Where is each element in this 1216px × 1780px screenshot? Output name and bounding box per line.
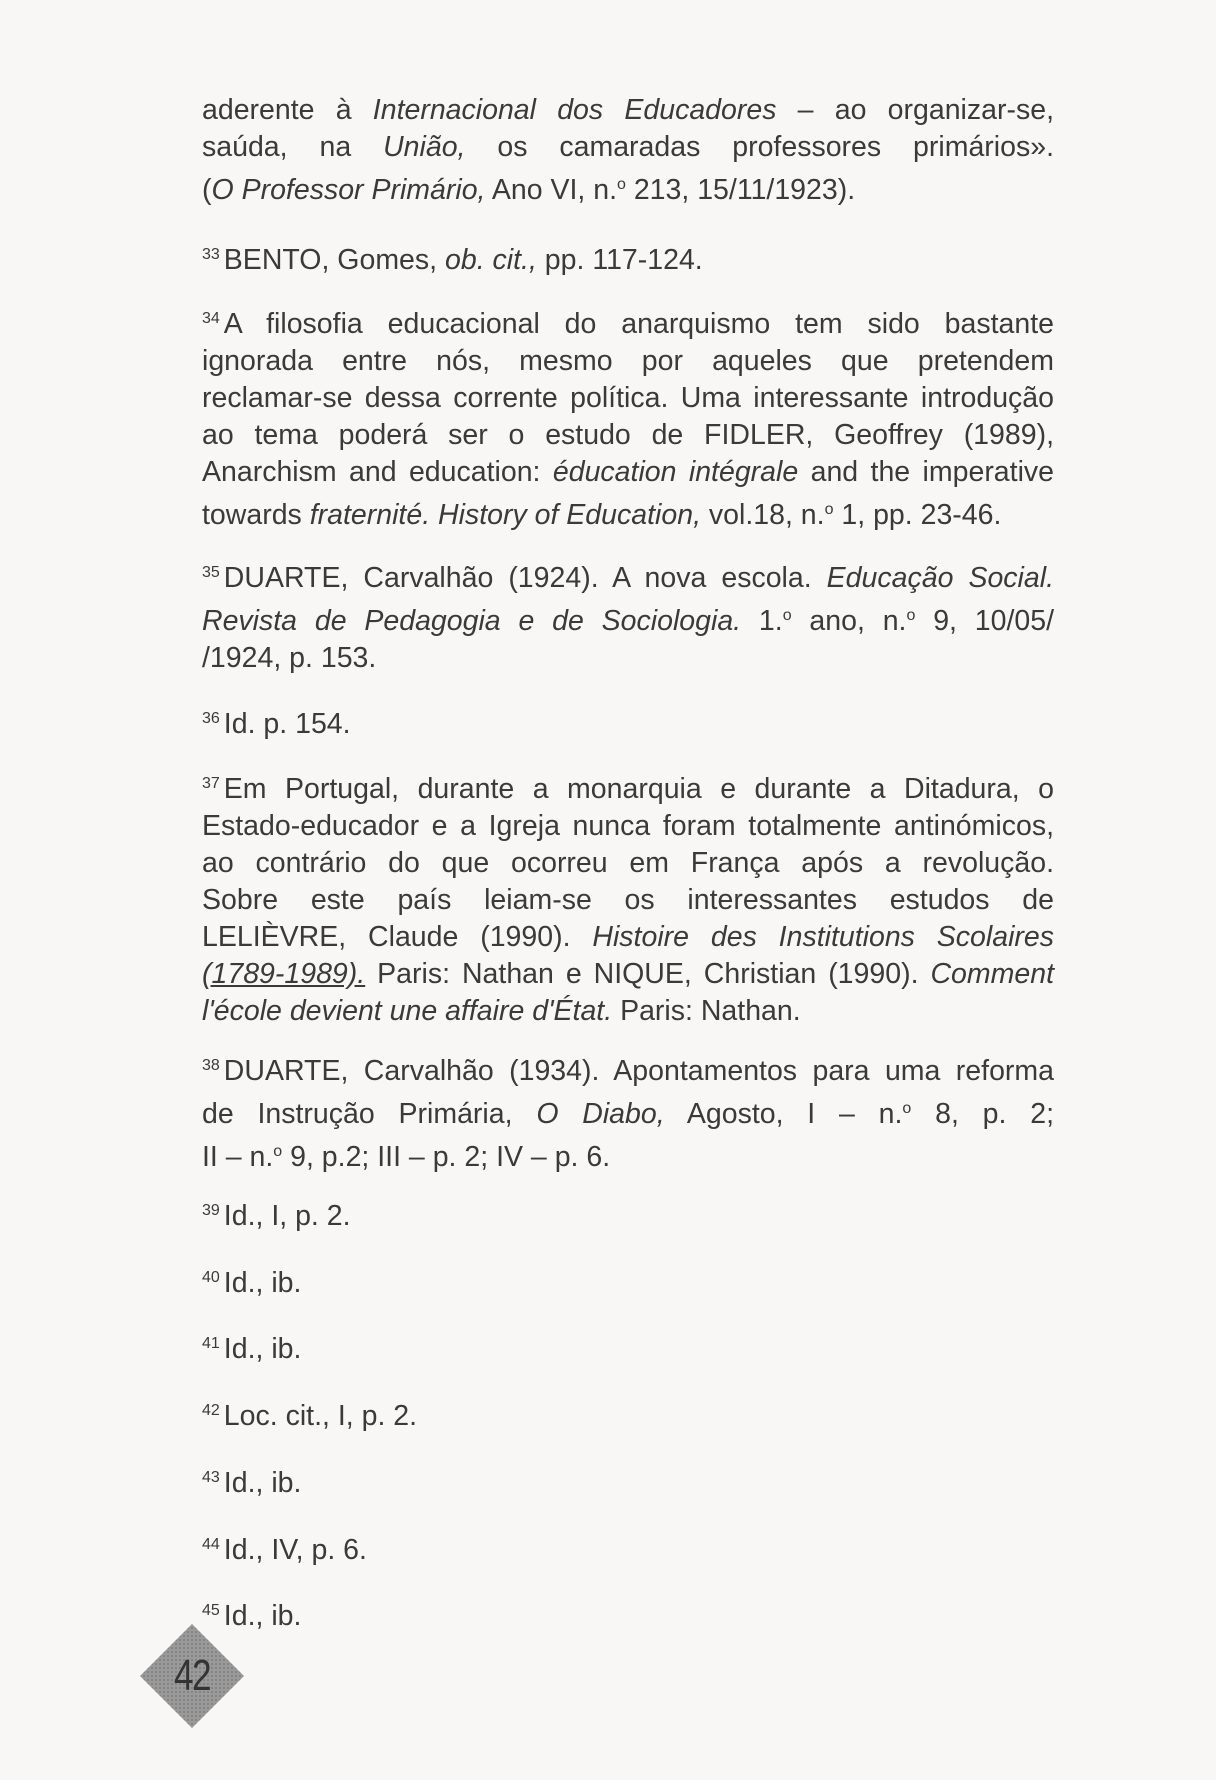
footnote-number: 37: [202, 775, 220, 792]
footnote-38: $^{38}$ DUARTE, Carvalhão (1934). Apontamentos para uma reforma de Instrução Primária, O Diabo, Agosto, I – n.$^o$ 8, p. 2; II – n.$^o$ 9, p.2; III – p. 2; IV – p. 6.: [202, 1055, 1054, 1173]
page-number: 42: [174, 1651, 210, 1700]
footnote-39: $^{39}$ Id., I, p. 2.: [202, 1200, 351, 1232]
footnote-number: 34: [202, 310, 220, 327]
footnote-number: 38: [202, 1057, 220, 1074]
footnote-45: $^{45}$ Id., ib.: [202, 1600, 302, 1632]
footnote-41: $^{41}$ Id., ib.: [202, 1333, 302, 1365]
footnote-number: 33: [202, 246, 220, 263]
footnote-37: $^{37}$ Em Portugal, durante a monarquia e durante a Ditadura, o Estado-educador e a Igreja nunca foram totalmente antinómicos, ao contrário do que ocorreu em França após a revolução. Sobre este país leiam-se os interessantes estudos de LELIÈVRE, Claude (1990). Histoire des Institutions Scolaires (1789-1989). Paris: Nathan e NIQUE, Christian (1990). Comment l'école devient une affaire d'État. Paris: Nathan.: [202, 773, 1055, 1027]
footnote-number: 42: [202, 1402, 220, 1419]
footnote-number: 44: [202, 1536, 220, 1553]
footnote-35: $^{35}$ DUARTE, Carvalhão (1924). A nova escola. Educação Social. Revista de Pedagogia e de Sociologia. 1.$^o$ ano, n.$^o$ 9, 10/05/ /1924, p. 153.: [202, 562, 1055, 674]
footnote-continuation: aderente à Internacional dos Educadores – ao organizar-se, saúda, na União, os camaradas professores primários». (O Professor Primário, Ano VI, n.$^o$ 213, 15/11/1923).: [202, 94, 1054, 206]
footnote-number: 40: [202, 1269, 220, 1286]
footnote-number: 35: [202, 564, 220, 581]
footnote-44: $^{44}$ Id., IV, p. 6.: [202, 1534, 367, 1566]
footnote-number: 45: [202, 1602, 220, 1619]
footnote-43: $^{43}$ Id., ib.: [202, 1467, 302, 1499]
footnote-40: $^{40}$ Id., ib.: [202, 1267, 302, 1299]
footnote-34: $^{34}$ A filosofia educacional do anarquismo tem sido bastante ignorada entre nós, mesmo por aqueles que pretendem reclamar-se dessa corrente política. Uma interessante introdução ao tema poderá ser o estudo de FIDLER, Geoffrey (1989), Anarchism and education: éducation intégrale and the imperative towards fraternité. History of Education, vol.18, n.$^o$ 1, pp. 23-46.: [202, 308, 1055, 531]
footnote-33: $^{33}$ BENTO, Gomes, ob. cit., pp. 117-124.: [202, 244, 703, 276]
footnote-number: 41: [202, 1335, 220, 1352]
footnote-42: $^{42}$ Loc. cit., I, p. 2.: [202, 1400, 418, 1432]
footnote-36: $^{36}$ Id. p. 154.: [202, 708, 351, 740]
footnote-number: 43: [202, 1469, 220, 1486]
footnote-number: 36: [202, 710, 220, 727]
footnote-number: 39: [202, 1202, 220, 1219]
